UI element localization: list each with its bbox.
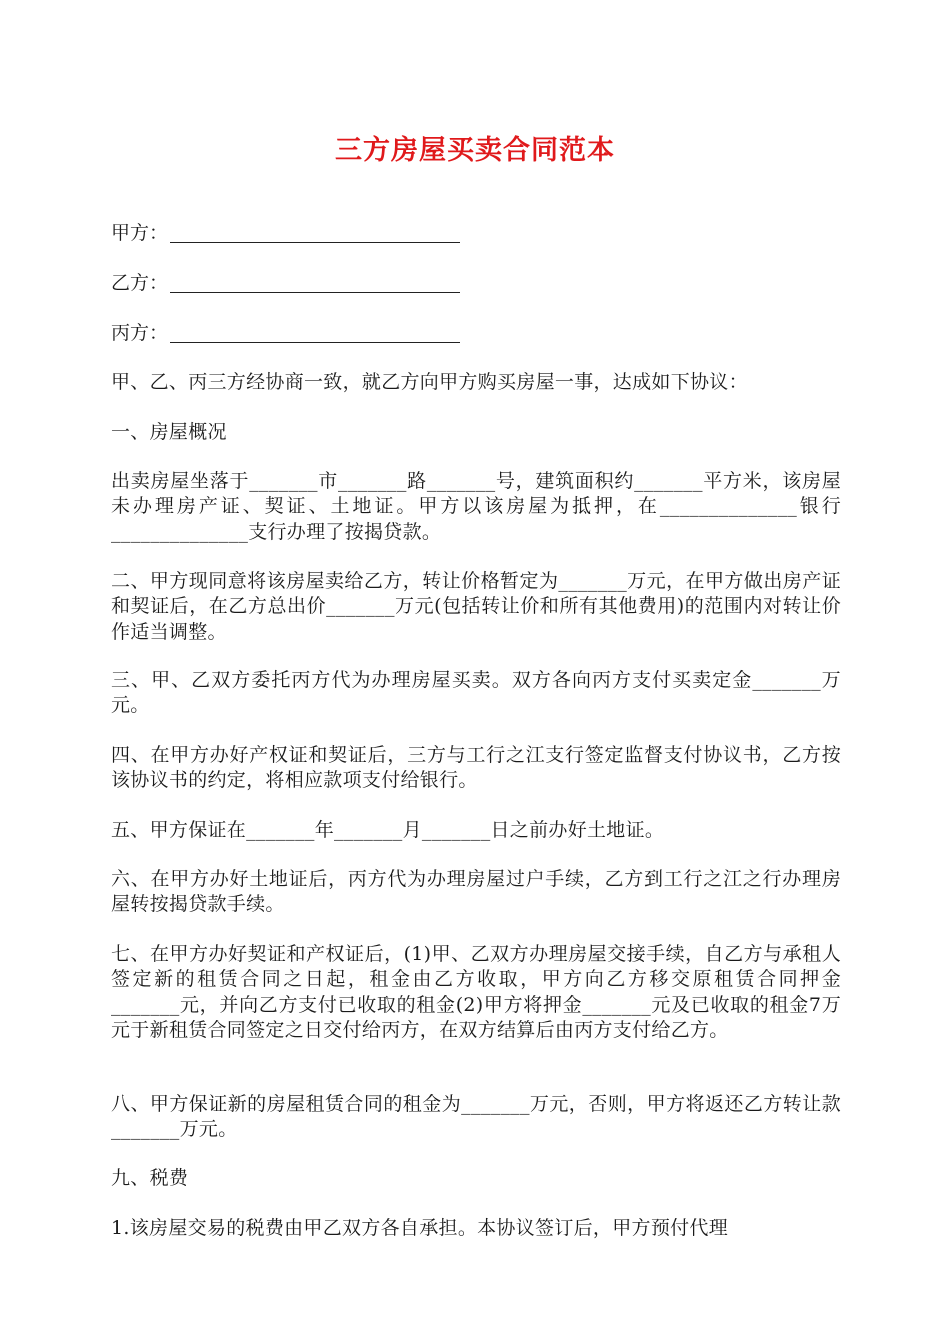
clause-8: 八、甲方保证新的房屋租赁合同的租金为_______万元，否则，甲方将返还乙方转让款_______万元。 (111, 1093, 841, 1141)
clause-9-1: 1.该房屋交易的税费由甲乙双方各自承担。本协议签订后，甲方预付代理 (111, 1217, 729, 1239)
clause-6: 六、在甲方办好土地证后，丙方代为办理房屋过户手续，乙方到工行之江之行办理房屋转按揭贷款手续。 (111, 868, 841, 916)
section-heading-1: 一、房屋概况 (111, 421, 227, 443)
clause-2: 二、甲方现同意将该房屋卖给乙方，转让价格暂定为_______万元，在甲方做出房产证和契证后，在乙方总出价_______万元(包括转让价和所有其他费用)的范围内对转让价作适当调整。 (111, 570, 841, 643)
party-c-blank (170, 324, 460, 343)
clause-3: 三、甲、乙双方委托丙方代为办理房屋买卖。双方各向丙方支付买卖定金_______万元。 (111, 669, 841, 717)
party-a-label: 甲方： (111, 222, 169, 244)
document-title: 三方房屋买卖合同范本 (335, 135, 615, 166)
section-heading-9: 九、税费 (111, 1167, 189, 1189)
party-c-label: 丙方： (111, 322, 169, 344)
party-b-label: 乙方： (111, 272, 169, 294)
party-a-blank (170, 224, 460, 243)
party-b-line (111, 268, 460, 298)
party-b-blank (170, 274, 460, 293)
party-a-line (111, 218, 460, 248)
clause-5: 五、甲方保证在_______年_______月_______日之前办好土地证。 (111, 819, 665, 841)
clause-property: 出卖房屋坐落于_______市_______路_______号，建筑面积约_______平方米，该房屋未办理房产证、契证、土地证。甲方以该房屋为抵押，在______________银行______________支行办理了按揭贷款。 (111, 470, 841, 543)
party-c-line (111, 318, 460, 348)
intro-paragraph: 甲、乙、丙三方经协商一致，就乙方向甲方购买房屋一事，达成如下协议： (111, 371, 748, 393)
clause-4: 四、在甲方办好产权证和契证后，三方与工行之江支行签定监督支付协议书，乙方按该协议书的约定，将相应款项支付给银行。 (111, 744, 841, 792)
clause-7: 七、在甲方办好契证和产权证后，(1)甲、乙双方办理房屋交接手续，自乙方与承租人签定新的租赁合同之日起，租金由乙方收取，甲方向乙方移交原租赁合同押金 _______元，并向乙方支付已收取的租金(2)甲方将押金_______元及已收取的租金7万元于新租赁合同签定之日交付给丙方，在双方结算后由丙方支付给乙方。 (111, 943, 841, 1042)
